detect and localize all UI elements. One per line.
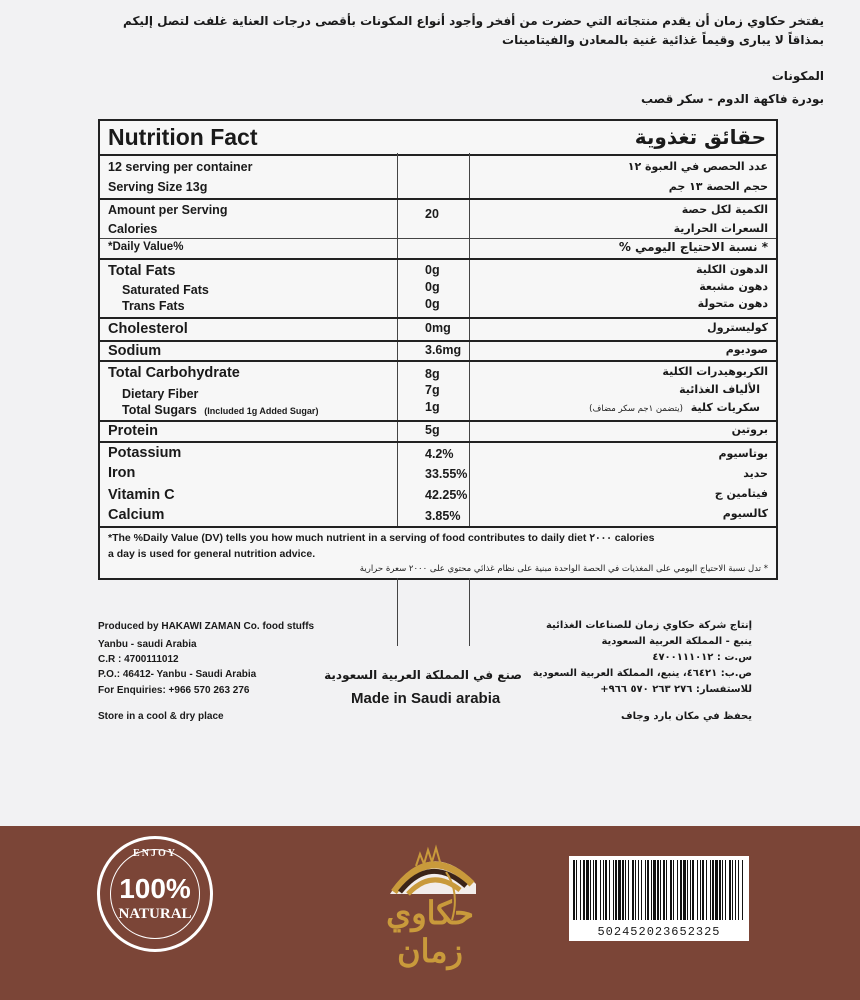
producer-line-3: C.R : 4700111012 (98, 654, 179, 665)
natural-badge (97, 836, 213, 952)
producer-line-5: For Enquiries: +966 570 263 276 (98, 685, 250, 696)
iron-ar: حديد (743, 467, 768, 480)
divider (100, 441, 776, 443)
sodium-en: Sodium (108, 343, 162, 359)
vitamin-c-ar: فيتامين ج (714, 487, 768, 500)
trans-fats-ar: دهون متحولة (697, 297, 768, 310)
potassium-value: 4.2% (425, 447, 454, 461)
intro-line-2: بمذاقاً لا يبارى وقيماً غذائية غنية بالمعادن والفيتامينات (502, 33, 824, 47)
daily-value-ar: * نسبة الاحتياج اليومي % (618, 240, 768, 254)
cholesterol-ar: كوليسترول (707, 321, 768, 334)
calcium-value: 3.85% (425, 509, 461, 523)
barcode-bars (569, 856, 749, 922)
total-sugars-ar (589, 401, 760, 414)
cholesterol-en: Cholesterol (108, 321, 188, 337)
ingredients-text: بودرة فاكهة الدوم - سكر قصب (640, 92, 824, 106)
producer-ar-line-4: ص.ب: ٤٦٤٢١، ينبع، المملكة العربية السعودية (532, 668, 752, 679)
vitamin-c-value: 42.25% (425, 488, 468, 502)
footnote-en-2: a day is used for general nutrition advice. (108, 548, 316, 560)
trans-fats-en: Trans Fats (122, 299, 185, 313)
producer-line-4: P.O.: 46412- Yanbu - Saudi Arabia (98, 669, 257, 680)
calories-ar: السعرات الحرارية (673, 222, 768, 235)
badge-percent: 100% (119, 873, 191, 904)
producer-ar-line-2: ينبع - المملكة العربية السعودية (601, 636, 752, 647)
calories-value: 20 (425, 207, 439, 221)
dietary-fiber-ar: الألياف الغذائية (679, 383, 760, 396)
saturated-fats-value: 0g (425, 280, 440, 294)
divider (100, 360, 776, 362)
saturated-fats-ar: دهون مشبعة (699, 280, 768, 293)
producer-line-2: Yanbu - saudi Arabia (98, 639, 197, 650)
nutrition-title-en: Nutrition Fact (108, 124, 258, 150)
producer-ar-line-3: س.ت : ٤٧٠٠١١١٠١٢ (652, 652, 752, 663)
producer-ar-line-5: للاستفسار: ٢٧٦ ٢٦٣ ٥٧٠ ٩٦٦+ (600, 684, 752, 695)
store-instruction-en: Store in a cool & dry place (98, 711, 224, 722)
saturated-fats-en: Saturated Fats (122, 283, 209, 297)
dietary-fiber-en: Dietary Fiber (122, 387, 199, 401)
intro-text (44, 12, 824, 50)
total-carbohydrate-ar: الكربوهيدرات الكلية (662, 365, 768, 378)
daily-value-en: *Daily Value% (108, 241, 184, 253)
made-in-en: Made in Saudi arabia (351, 690, 501, 707)
intro-line-1: يفتخر حكاوي زمان أن يقدم منتجاته التي حضرت من أفخر وأجود أنواع المكونات بأقصى درجات العناية غلفت لتصل إليكم (123, 14, 824, 28)
serving-size-ar: حجم الحصة ١٣ جم (668, 180, 768, 193)
dietary-fiber-value: 7g (425, 383, 440, 397)
cholesterol-value: 0mg (425, 321, 451, 335)
divider (100, 258, 776, 260)
potassium-ar: بوتاسيوم (718, 447, 768, 460)
nutrition-title-ar: حقائق تغذوية (634, 125, 766, 149)
total-fats-ar: الدهون الكلية (696, 263, 768, 276)
logo-text: حكاوي زمان (386, 894, 474, 970)
store-instruction-ar: يحفظ في مكان بارد وجاف (621, 711, 752, 722)
total-carbohydrate-en: Total Carbohydrate (108, 365, 240, 381)
divider (100, 154, 776, 156)
divider (100, 340, 776, 342)
divider (100, 198, 776, 200)
made-in-ar: صنع في المملكة العربية السعودية (324, 668, 522, 682)
potassium-en: Potassium (108, 445, 182, 461)
iron-en: Iron (108, 465, 136, 481)
total-sugars-value: 1g (425, 400, 440, 414)
vitamin-c-en: Vitamin C (108, 487, 175, 503)
servings-en: 12 serving per container (108, 160, 253, 174)
total-sugars-ar-note: (يتضمن ١جم سكر مضاف) (589, 404, 683, 414)
divider (100, 317, 776, 319)
total-sugars-note: (Included 1g Added Sugar) (204, 406, 319, 416)
producer-line-1: Produced by HAKAWI ZAMAN Co. food stuffs (98, 621, 315, 632)
total-sugars-label: Total Sugars (122, 403, 197, 417)
servings-ar: عدد الحصص في العبوة ١٢ (627, 160, 768, 173)
badge-natural: NATURAL (118, 906, 192, 922)
total-sugars-en (122, 403, 318, 417)
trans-fats-value: 0g (425, 297, 440, 311)
serving-size-en: Serving Size 13g (108, 180, 208, 194)
total-carbohydrate-value: 8g (425, 367, 440, 381)
total-sugars-ar-label: سكريات كلية (690, 401, 760, 414)
brand-logo (360, 832, 500, 972)
amount-per-serving-en: Amount per Serving (108, 203, 228, 217)
producer-ar-line-1: إنتاج شركة حكاوي زمان للصناعات الغذائية (545, 620, 752, 631)
footnote-ar: * تدل نسبة الاحتياج اليومي على المغذيات في الحصة الواحدة مبنية على نظام غذائي محتوي على ٢٠٠٠ سعرة حرارية (359, 564, 768, 574)
protein-value: 5g (425, 423, 440, 437)
sodium-value: 3.6mg (425, 343, 462, 357)
ingredients-heading: المكونات (771, 69, 824, 83)
calcium-ar: كالسيوم (722, 507, 768, 520)
divider (100, 238, 776, 239)
protein-ar: بروتين (731, 423, 768, 436)
protein-en: Protein (108, 423, 158, 439)
iron-value: 33.55% (425, 467, 468, 481)
barcode (569, 856, 749, 941)
calcium-en: Calcium (108, 507, 165, 523)
total-fats-en: Total Fats (108, 263, 176, 279)
barcode-number: 502452023652325 (597, 925, 721, 939)
total-fats-value: 0g (425, 263, 440, 277)
calories-en: Calories (108, 222, 158, 236)
badge-enjoy-text: ENJOY (133, 848, 177, 859)
footnote-en-1: *The %Daily Value (DV) tells you how much nutrient in a serving of food contributes to daily diet ٢٠٠٠ calories (108, 532, 655, 544)
sodium-ar: صوديوم (725, 343, 768, 356)
nutrition-facts-panel (98, 119, 778, 580)
divider (100, 420, 776, 422)
amount-per-serving-ar: الكمية لكل حصة (681, 203, 768, 216)
